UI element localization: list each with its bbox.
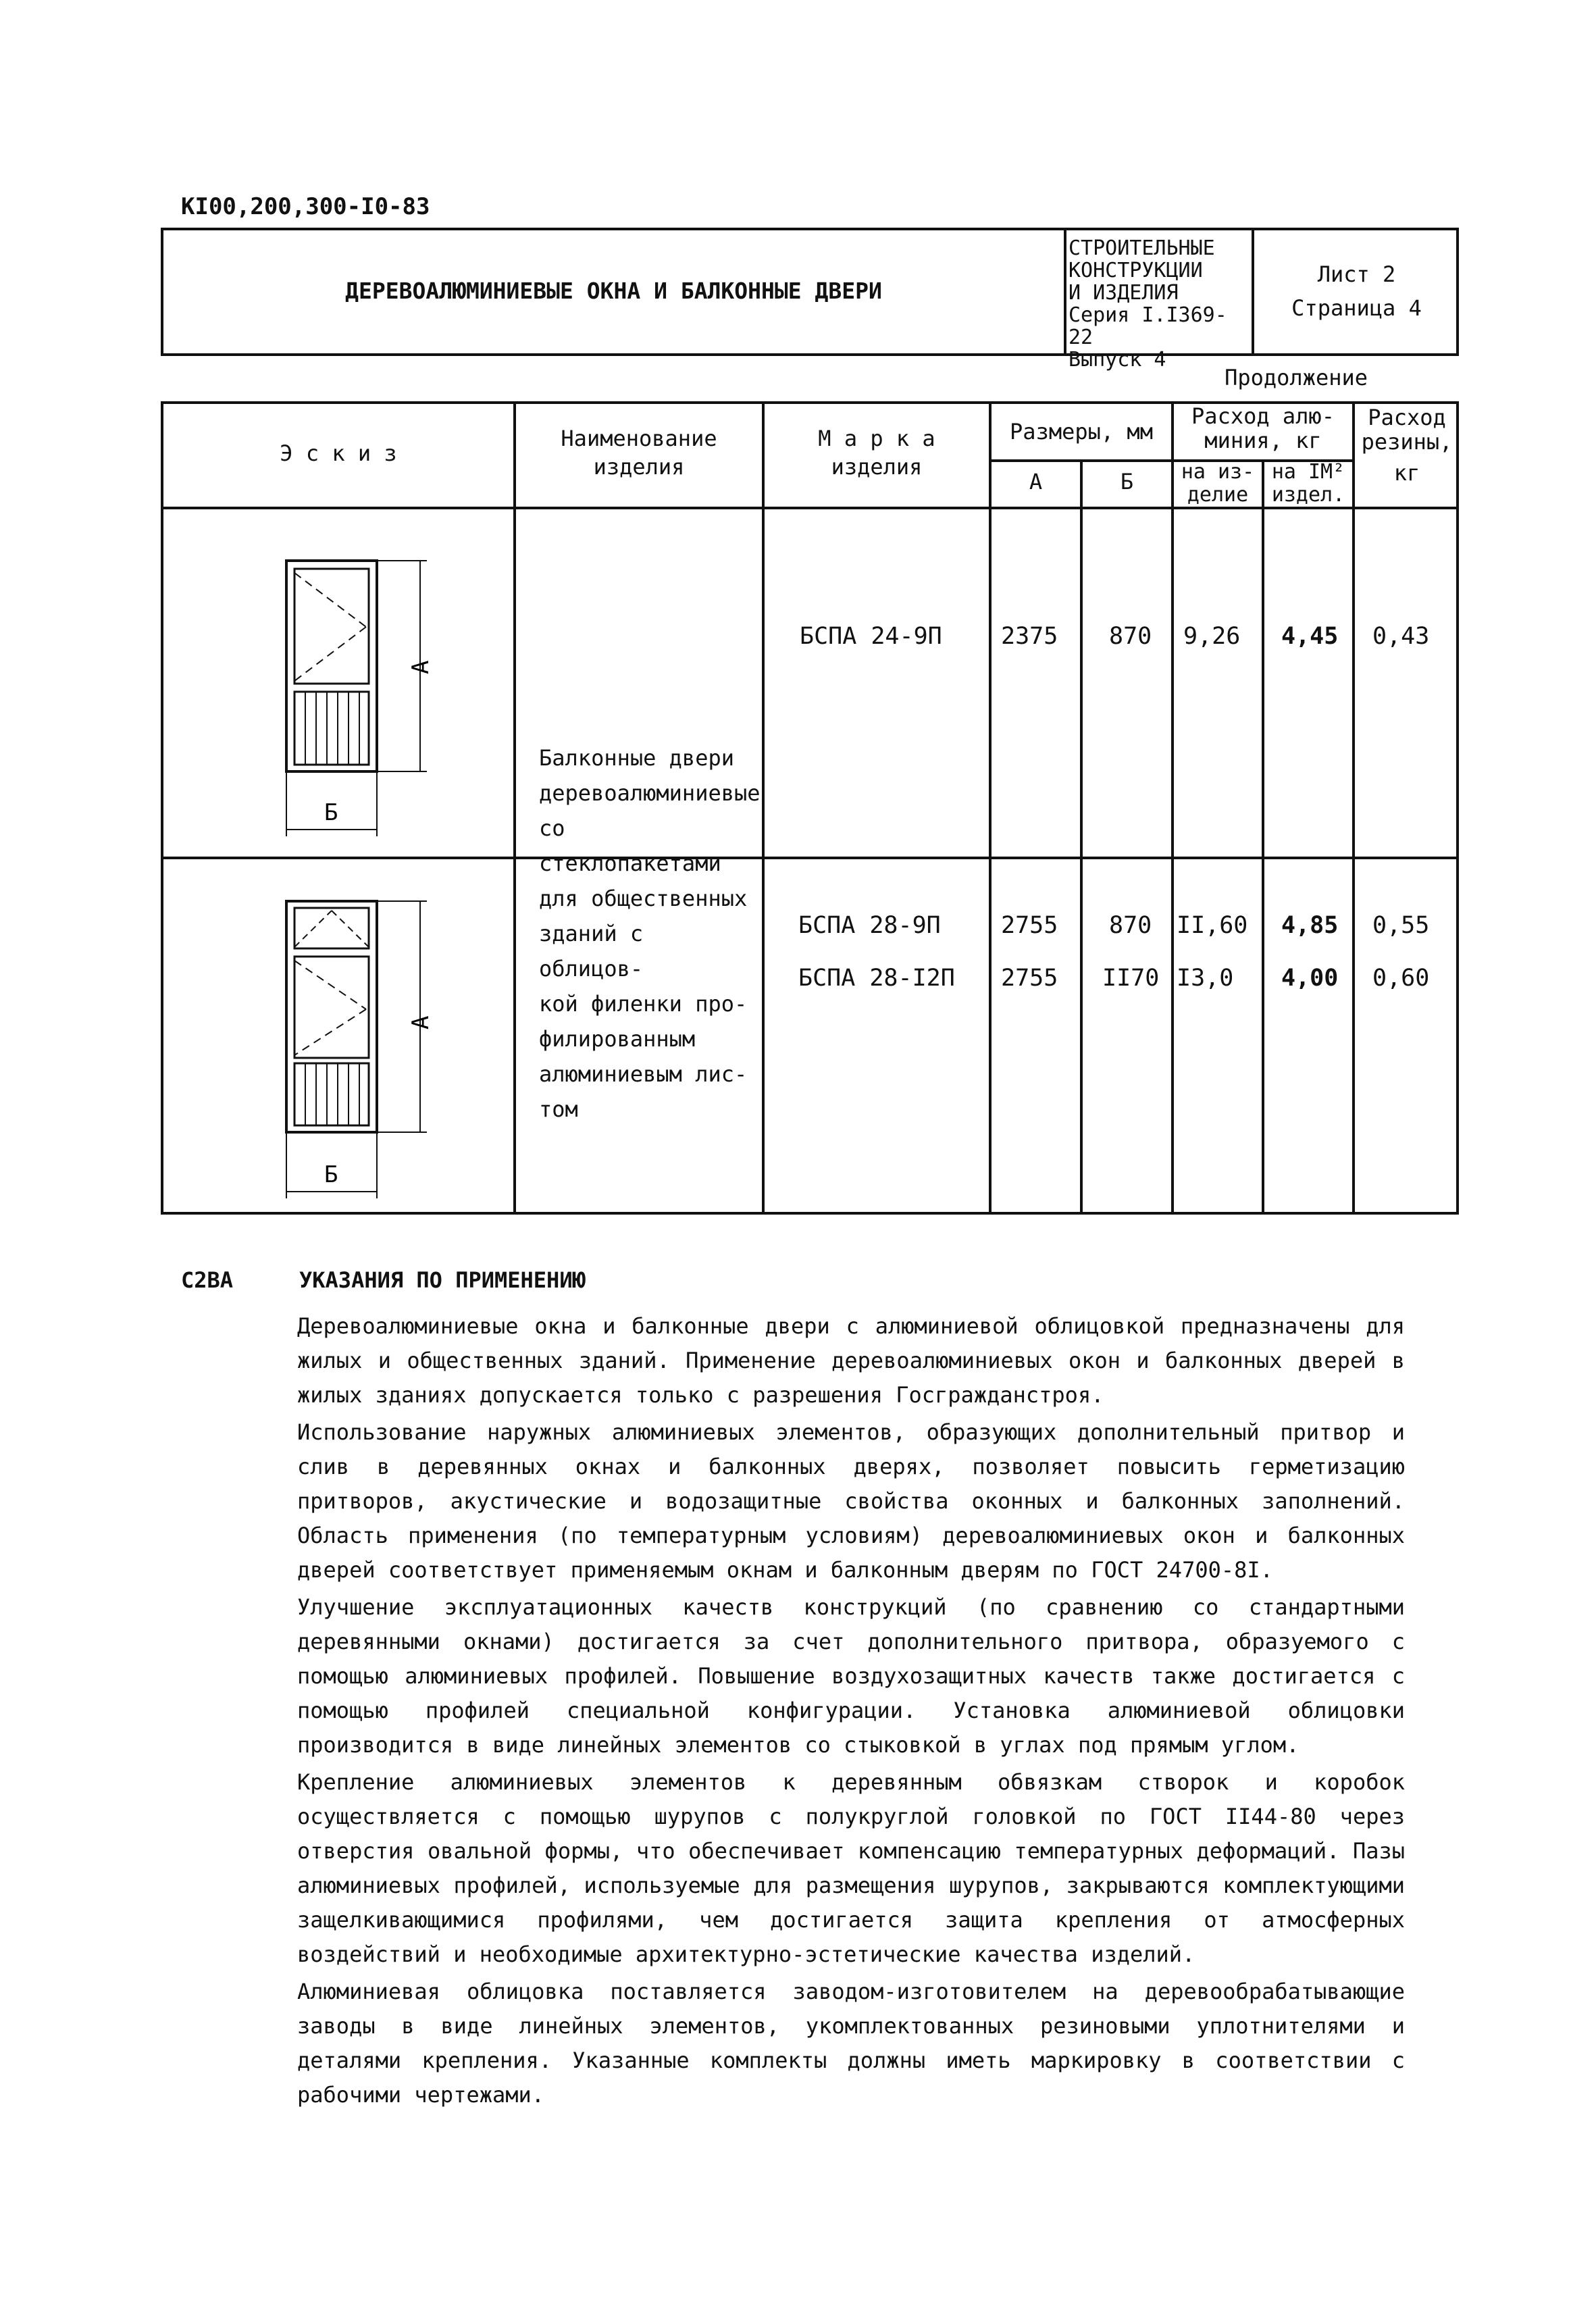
header-al-m2-line: на IM²	[1271, 460, 1345, 484]
paragraph: Крепление алюминиевых элементов к деревянным обвязкам створок и коробок осуществляется с помощью шурупов с полукруглой головкой по ГОСТ II44-80 через отверстия овальной формы, что обеспечивает компенсацию температурных деформаций. Пазы алюминиевых профилей, используемые для размещения шурупов, закрываются комплектующими защелкивающимися профилями, чем достигается защита крепления от атмосферных воздействий и необходимые архитектурно-эстетические качества изделий.	[297, 1769, 1405, 1967]
header-al-item	[1174, 461, 1262, 507]
row2-al-m2: 4,85	[1281, 912, 1339, 939]
header-al-m2-line: издел.	[1271, 483, 1345, 507]
product-name-line: зданий с облицов-	[539, 921, 644, 982]
product-name-line: филированным	[539, 1026, 696, 1052]
row2-al-item: II,60	[1177, 912, 1248, 939]
header-rubber-line: Расход	[1368, 405, 1446, 430]
row1-mark: БСПА 24-9П	[800, 623, 942, 650]
header-name-line: изделия	[593, 454, 685, 480]
header-size-b: Б	[1120, 469, 1134, 494]
header-rubber	[1355, 405, 1459, 485]
header-mark	[765, 424, 989, 481]
paragraph: Использование наружных алюминиевых элементов, образующих дополнительный притвор и слив в деревянных окнах и балконных дверях, позволяет повысить герметизацию притворов, акустические и водозащитные свойства оконных и балконных заполнений. Область применения (по температурным условиям) деревоалюминиевых окон и балконных дверей соответствует применяемым окнам и балконным дверям по ГОСТ 24700-8I.	[297, 1419, 1405, 1583]
row1-size-a: 2375	[1001, 623, 1058, 650]
row2-size-a: 2755	[1001, 912, 1058, 939]
header-sizes: Размеры, мм	[1010, 419, 1153, 444]
row3-al-m2: 4,00	[1281, 965, 1339, 992]
header-aluminium	[1174, 404, 1352, 453]
sheet-info	[1252, 257, 1462, 325]
dim-b-label: Б	[324, 799, 338, 826]
series-line: И ИЗДЕЛИЯ	[1069, 281, 1179, 305]
row3-size-b: II70	[1102, 965, 1160, 992]
sheet-number: Лист 2	[1317, 261, 1396, 287]
dim-a-label: А	[407, 1015, 434, 1030]
row2-size-b: 870	[1109, 912, 1152, 939]
paragraph: Алюминиевая облицовка поставляется заводом-изготовителем на деревообрабатывающие заводы в виде линейных элементов, укомплектованных резиновыми уплотнителями и деталями крепления. Указанные комплекты должны иметь маркировку в соответствии с рабочими чертежами.	[297, 1979, 1405, 2108]
header-rubber-line: кг	[1393, 460, 1420, 486]
instructions-text	[297, 1309, 1405, 2112]
product-name-line: Балконные двери	[539, 745, 734, 771]
document-code: КI00,200,300-I0-83	[181, 193, 430, 220]
header-mark-line: М а р к а	[818, 426, 935, 451]
header-rubber-line: резины,	[1361, 429, 1453, 455]
row3-size-a: 2755	[1001, 965, 1058, 992]
series-line: СТРОИТЕЛЬНЫЕ	[1069, 236, 1215, 260]
header-al-item-line: делие	[1187, 483, 1249, 507]
series-line: Выпуск 4	[1069, 348, 1166, 372]
header-al-item-line: на из-	[1181, 460, 1255, 484]
paragraph: Улучшение эксплуатационных качеств конструкций (по сравнению со стандартными деревянными окнами) достигается за счет дополнительного притвора, образуемого с помощью алюминиевых профилей. Повышение воздухозащитных качеств также достигается с помощью профилей специальной конфигурации. Установка алюминиевой облицовки производится в виде линейных элементов со стыковкой в углах под прямым углом.	[297, 1594, 1405, 1758]
row3-mark: БСПА 28-I2П	[798, 965, 955, 992]
series-line: Серия I.I369-22	[1069, 303, 1227, 349]
section-code: С2ВА	[181, 1267, 234, 1293]
product-name-line: деревоалюминиевые	[539, 780, 761, 806]
header-al-line: миния, кг	[1204, 428, 1322, 453]
product-name-line: том	[539, 1096, 578, 1122]
door-sketch-1	[272, 553, 494, 850]
product-name	[539, 740, 761, 1127]
paragraph: Деревоалюминиевые окна и балконные двери с алюминиевой облицовкой предназначены для жилых и общественных зданий. Применение деревоалюминиевых окон и балконных дверей в жилых зданиях допускается только с разрешения Госгражданстроя.	[297, 1313, 1405, 1408]
dim-b-label: Б	[324, 1161, 338, 1188]
page-number: Страница 4	[1291, 295, 1422, 321]
row2-mark: БСПА 28-9П	[798, 912, 941, 939]
row1-al-m2: 4,45	[1281, 623, 1339, 650]
section-title: УКАЗАНИЯ ПО ПРИМЕНЕНИЮ	[299, 1267, 586, 1293]
header-al-m2	[1264, 461, 1352, 507]
header-size-a: А	[1029, 469, 1043, 494]
product-table	[161, 401, 1459, 1215]
series-line: КОНСТРУКЦИИ	[1069, 259, 1203, 282]
product-name-line: кой филенки про-	[539, 991, 748, 1017]
header-name-line: Наименование	[561, 426, 717, 451]
header-name	[516, 424, 762, 481]
dim-a-label: А	[407, 660, 434, 674]
door-sketch-2	[272, 877, 494, 1215]
row3-rubber: 0,60	[1372, 965, 1430, 992]
continuation-label: Продолжение	[1225, 365, 1368, 390]
row2-rubber: 0,55	[1372, 912, 1430, 939]
document-title: ДЕРЕВОАЛЮМИНИЕВЫЕ ОКНА И БАЛКОННЫЕ ДВЕРИ	[345, 278, 882, 304]
row3-al-item: I3,0	[1177, 965, 1234, 992]
product-name-line: алюминиевым лис-	[539, 1061, 748, 1087]
header-sketch: Э с к и з	[280, 440, 397, 466]
header-al-line: Расход алю-	[1191, 403, 1335, 429]
row1-al-item: 9,26	[1183, 623, 1241, 650]
title-block	[161, 228, 1459, 372]
row1-rubber: 0,43	[1372, 623, 1430, 650]
product-name-line: для общественных	[539, 886, 748, 911]
row1-size-b: 870	[1109, 623, 1152, 650]
header-mark-line: изделия	[831, 454, 923, 480]
series-info	[1069, 237, 1251, 371]
product-name-line: со стеклопакетами	[539, 815, 721, 876]
